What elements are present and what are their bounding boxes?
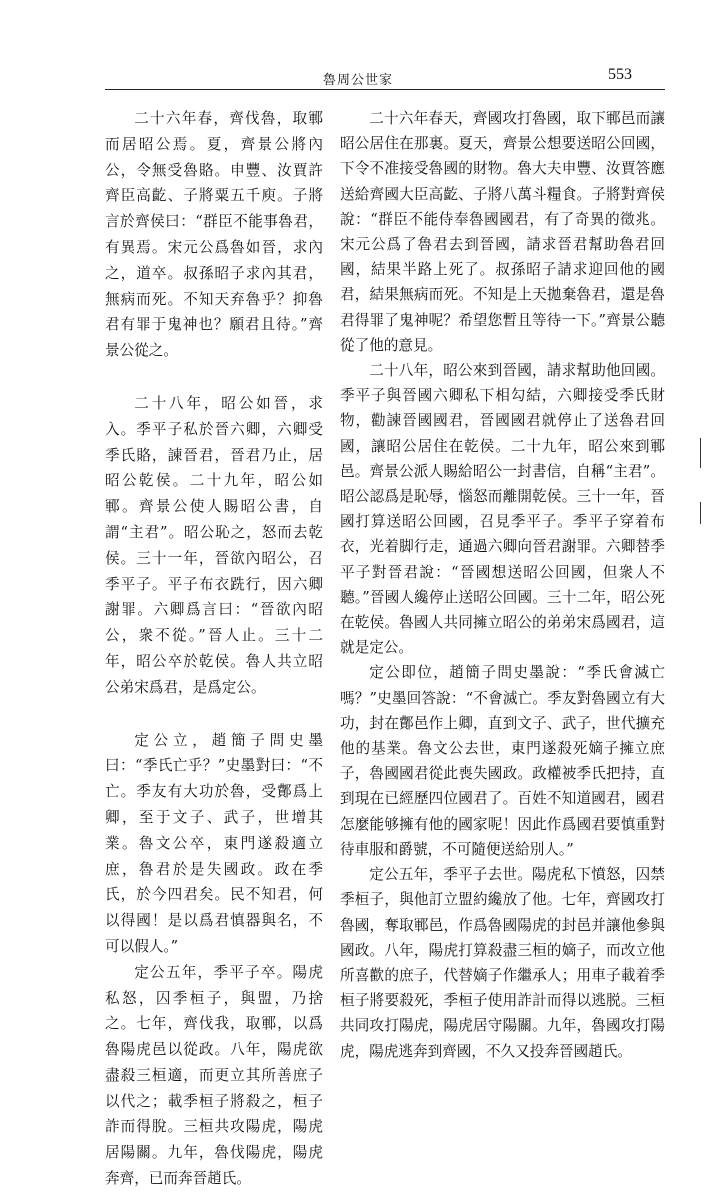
page-number: 553 xyxy=(608,66,632,83)
running-head xyxy=(0,0,716,92)
original-paragraph: 定公五年，季平子卒。陽虎私怒，囚季桓子，與盟，乃捨之。七年，齊伐我，取鄆，以爲魯陽虎邑以從政。八年，陽虎欲盡殺三桓適，而更立其所善庶子以代之；載季桓子將殺之，桓子詐而得脫。三桓共攻陽虎，陽虎居陽關。九年，魯伐陽虎，陽虎奔齊，已而奔晉趙氏。 xyxy=(105,963,323,1188)
translation-paragraph: 定公五年，季平子去世。陽虎私下憤怒，囚禁季桓子，與他訂立盟約纔放了他。七年，齊國攻打魯國，奪取鄆邑，作爲魯國陽虎的封邑并讓他參與國政。八年，陽虎打算殺盡三桓的嫡子，而改立他所喜歡的庶子，代替嫡子作繼承人；用車子載着季桓子將要殺死，季桓子使用詐計而得以逃脱。三桓共同攻打陽虎，陽虎居守陽關。九年，魯國攻打陽虎，陽虎逃奔到齊國，不久又投奔晉國趙氏。 xyxy=(340,866,665,1060)
scan-edge-mark xyxy=(700,438,701,468)
original-text-column xyxy=(105,106,323,1188)
header-rule xyxy=(105,89,665,90)
original-paragraph: 二十六年春，齊伐魯，取鄆而居昭公焉。夏，齊景公將內公，令無受魯賂。申豐、汝賈許齊臣高齕、子將粟五千庾。子將言於齊侯曰：“群臣不能事魯君，有異焉。宋元公爲魯如晉，求內之，道卒。叔孫昭子求內其君，無病而死。不知天弃魯乎？抑魯君有罪于鬼神也？願君且待。”齊景公從之。 xyxy=(105,110,323,360)
original-paragraph: 二十八年，昭公如晉，求入。季平子私於晉六卿，六卿受季氏賂，諫晉君，晉君乃止，居昭公乾侯。二十九年，昭公如鄆。齊景公使人賜昭公書，自謂“主君”。昭公恥之，怒而去乾侯。三十一年，晉欲內昭公，召季平子。平子布衣跣行，因六卿謝罪。六卿爲言曰：“晉欲內昭公，衆不從。”晉人止。三十二年，昭公卒於乾侯。魯人共立昭公弟宋爲君，是爲定公。 xyxy=(105,394,323,696)
original-paragraph: 定公立，趙簡子問史墨曰：“季氏亡乎？”史墨對曰：“不亡。季友有大功於魯，受鄪爲上卿，至于文子、武子，世增其業。魯文公卒，東門遂殺適立庶，魯君於是失國政。政在季氏，於今四君矣。民不知君，何以得國！是以爲君慎器與名，不可以假人。” xyxy=(105,731,323,955)
translation-paragraph: 二十八年，昭公來到晉國，請求幫助他回國。季平子與晉國六卿私下相勾結，六卿接受季氏財物，勸諫晉國國君，晉國國君就停止了送魯君回國，讓昭公居住在乾侯。二十九年，昭公來到鄆邑。齊景公派人賜給昭公一封書信，自稱“主君”。昭公認爲是恥辱，惱怒而離開乾侯。三十一年，晉國打算送昭公回國，召見季平子。季平子穿着布衣，光着脚行走，通過六卿向晉君謝罪。六卿替季平子對晉君說：“晉國想送昭公回國，但衆人不聽。”晉國人纔停止送昭公回國。三十二年，昭公死在乾侯。魯國人共同擁立昭公的弟弟宋爲國君，這就是定公。 xyxy=(340,362,665,657)
translation-paragraph: 定公即位，趙簡子問史墨說：“季氏會滅亡嗎？”史墨回答說：“不會滅亡。季友對魯國立有大功，封在鄪邑作上卿，直到文子、武子，世代擴充他的基業。魯文公去世，東門遂殺死嫡子擁立庶子，魯國國君從此喪失國政。政權被季氏把持，直到現在已經歷四位國君了。百姓不知道國君，國君怎麼能够擁有他的國家呢！因此作爲國君要慎重對待車服和爵號，不可隨便送給別人。” xyxy=(340,664,665,858)
translation-paragraph: 二十六年春天，齊國攻打魯國，取下鄆邑而讓昭公居住在那裏。夏天，齊景公想要送昭公回國，下令不准接受魯國的財物。魯大夫申豐、汝賈答應送給齊國大臣高齕、子將八萬斗糧食。子將對齊侯說：“群臣不能侍奉魯國國君，有了奇異的徵兆。宋元公爲了魯君去到晉國，請求晉君幫助魯君回國，結果半路上死了。叔孫昭子請求迎回他的國君，結果無病而死。不知是上天拋棄魯君，還是魯君得罪了鬼神呢？希望您暫且等待一下。”齊景公聽從了他的意見。 xyxy=(340,110,665,354)
column-divider xyxy=(332,106,333,976)
scan-edge-mark xyxy=(700,502,701,524)
translation-text-column xyxy=(340,106,665,1060)
chapter-title: 魯周公世家 xyxy=(322,73,393,88)
